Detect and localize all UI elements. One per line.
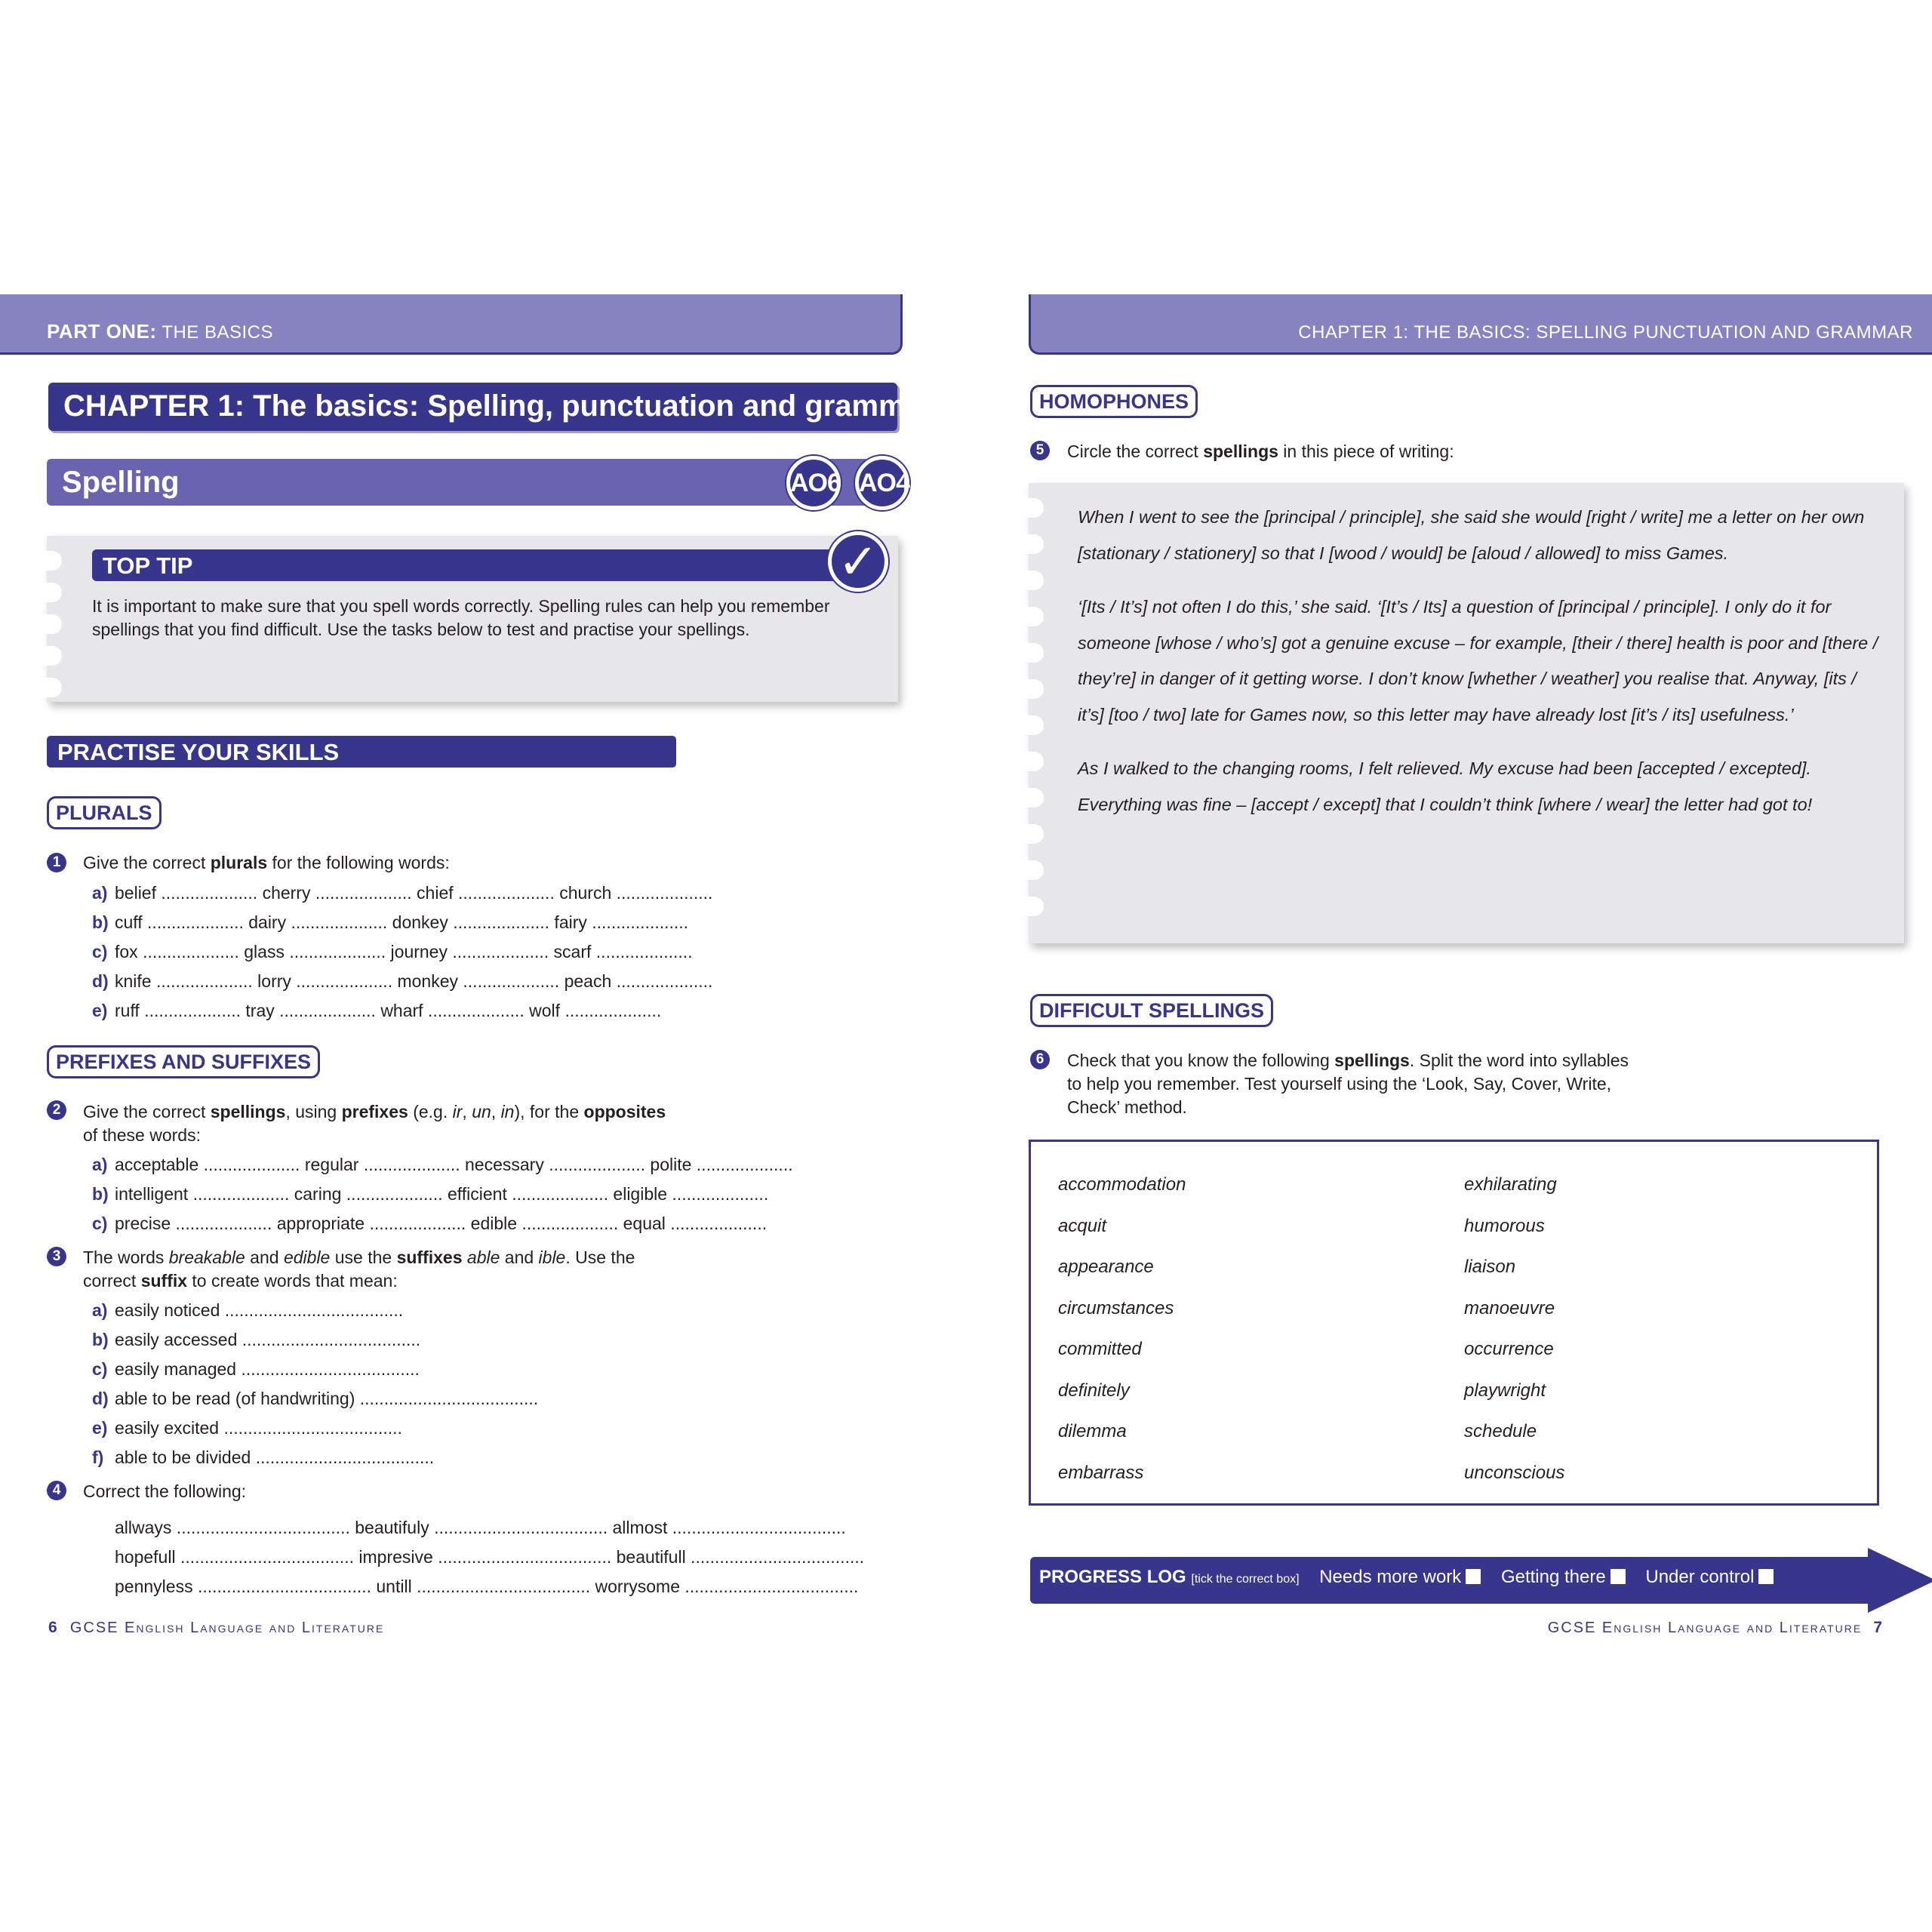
prefix-row-c: c) precise .................... appropriate .................... edible .................... equal .................... xyxy=(92,1214,768,1233)
spellings-word-box xyxy=(1029,1140,1879,1506)
plural-row-d: d) knife .................... lorry .................... monkey .................... peach .................... xyxy=(92,971,713,991)
correct-row-3: pennyless .................................... untill .................................... worrysome .................................... xyxy=(115,1577,859,1596)
getting-there-checkbox[interactable] xyxy=(1609,1567,1627,1586)
question-5-text: Circle the correct spellings in this piece of writing: xyxy=(1067,441,1454,461)
word-item: playwright xyxy=(1464,1380,1546,1401)
left-footer xyxy=(48,1619,384,1637)
left-footer-title: GCSE English Language and Literature xyxy=(69,1620,385,1636)
passage-paragraph-2: ‘[Its / It’s] not often I do this,’ she said. ‘[It’s / Its] a question of [principal / principle]. I only do it for someone [whose / who’s] got a genuine excuse – for example, [their / there] health is poor and [there / they’re] in danger of it getting worse. I don’t know [whether / weather] you realise that. Anyway, [its / it’s] [too / two] late for Games now, so this letter may have already lost [it’s / its] usefulness.’ xyxy=(1078,597,1878,724)
word-item: liaison xyxy=(1464,1257,1516,1277)
correct-row-1: allways .................................... beautifuly .................................... allmost .................................... xyxy=(115,1518,846,1537)
correct-row-2: hopefull .................................... impresive .................................... beautifull .................................... xyxy=(115,1547,865,1567)
word-item: unconscious xyxy=(1464,1462,1565,1483)
top-tip-title-bar xyxy=(92,549,847,581)
suffix-row-d: d) able to be read (of handwriting) ..................................... xyxy=(92,1389,539,1408)
header-part: PART ONE: xyxy=(47,320,157,343)
word-item: embarrass xyxy=(1058,1462,1144,1483)
homophones-label: HOMOPHONES xyxy=(1030,385,1198,418)
question-2-number: 2 xyxy=(47,1100,66,1120)
question-5-number: 5 xyxy=(1030,441,1050,460)
suffix-row-f: f) able to be divided ..................................... xyxy=(92,1447,435,1467)
word-item: humorous xyxy=(1464,1215,1545,1236)
section-title-bar xyxy=(47,459,869,506)
word-item: committed xyxy=(1058,1339,1142,1359)
section-title: Spelling xyxy=(62,466,180,499)
homophones-passage-note xyxy=(1029,483,1904,943)
left-running-header xyxy=(0,294,903,355)
plural-row-a: a) belief .................... cherry .................... chief .................... church .................... xyxy=(92,883,713,903)
under-control-checkbox[interactable] xyxy=(1757,1567,1775,1586)
notepaper-holes xyxy=(42,536,65,702)
progress-log-hint: [tick the correct box] xyxy=(1191,1573,1300,1586)
plural-row-c: c) fox .................... glass .................... journey .................... scarf .................... xyxy=(92,942,693,961)
top-tip-text: It is important to make sure that you spell words correctly. Spelling rules can help you remember spellings that you find difficult. Use the tasks below to test and practise your spellings. xyxy=(92,596,830,639)
word-item: occurrence xyxy=(1464,1339,1554,1359)
question-6-number: 6 xyxy=(1030,1050,1050,1069)
word-item: definitely xyxy=(1058,1380,1130,1401)
progress-log-title: PROGRESS LOG xyxy=(1039,1567,1186,1587)
word-item: accommodation xyxy=(1058,1174,1186,1195)
passage-paragraph-1: When I went to see the [principal / principle], she said she would [right / write] me a letter on her own [stationary / stationery] so that I [wood / would] be [aloud / allowed] to miss Games. xyxy=(1078,507,1865,563)
progress-log-bar xyxy=(1030,1557,1868,1604)
progress-option-label: Needs more work xyxy=(1319,1567,1462,1587)
word-item: dilemma xyxy=(1058,1421,1127,1441)
practise-skills-title: PRACTISE YOUR SKILLS xyxy=(57,739,340,765)
word-item: appearance xyxy=(1058,1257,1154,1277)
plurals-label: PLURALS xyxy=(47,796,162,829)
suffix-row-a: a) easily noticed ..................................... xyxy=(92,1300,404,1320)
right-running-header xyxy=(1029,294,1932,355)
word-item: circumstances xyxy=(1058,1297,1174,1318)
plural-row-e: e) ruff .................... tray .................... wharf .................... wolf .................... xyxy=(92,1001,662,1020)
homophones-passage xyxy=(1078,500,1885,841)
chapter-title-bar xyxy=(48,383,934,431)
practise-skills-bar xyxy=(47,736,676,768)
notepaper-holes xyxy=(1024,483,1047,943)
progress-option-label: Under control xyxy=(1645,1567,1755,1587)
progress-option-label: Getting there xyxy=(1500,1567,1606,1587)
prefixes-suffixes-label: PREFIXES AND SUFFIXES xyxy=(47,1045,320,1078)
word-item: schedule xyxy=(1464,1421,1537,1441)
top-tip-title: TOP TIP xyxy=(103,552,193,579)
word-column-2 xyxy=(1464,1164,1564,1494)
top-tip-note xyxy=(47,536,898,702)
right-footer-title: GCSE English Language and Literature xyxy=(1547,1620,1863,1636)
question-3-number: 3 xyxy=(47,1247,66,1266)
prefix-row-b: b) intelligent .................... caring .................... efficient .................... eligible .................... xyxy=(92,1184,769,1204)
word-item: acquit xyxy=(1058,1215,1107,1236)
question-6-text: Check that you know the following spellings. Split the word into syllables to help you remember. Test yourself using the ‘Look, Say, Cover, Write, Check’ method. xyxy=(1067,1051,1629,1117)
suffix-row-b: b) easily accessed ..................................... xyxy=(92,1330,421,1349)
question-1-number: 1 xyxy=(47,853,66,872)
needs-more-work-checkbox[interactable] xyxy=(1464,1567,1482,1586)
header-section: THE BASICS xyxy=(162,322,274,343)
left-page-number: 6 xyxy=(48,1619,59,1636)
right-header-text: CHAPTER 1: THE BASICS: SPELLING PUNCTUATION AND GRAMMAR xyxy=(1298,322,1913,343)
word-item: manoeuvre xyxy=(1464,1297,1555,1318)
question-4-text: Correct the following: xyxy=(83,1481,247,1501)
word-item: exhilarating xyxy=(1464,1174,1557,1195)
ao6-badge: AO6 xyxy=(786,456,841,510)
chapter-title: CHAPTER 1: The basics: Spelling, punctuation and grammar xyxy=(63,389,934,423)
checkmark-icon: ✓ xyxy=(828,531,888,592)
right-page xyxy=(966,0,1932,1932)
passage-paragraph-3: As I walked to the changing rooms, I felt relieved. My excuse had been [accepted / excepted]. Everything was fine – [accept / except] that I couldn’t think [where / wear] the letter had got to! xyxy=(1078,758,1813,814)
question-3-text: The words breakable and edible use the suffixes able and ible. Use the correct suffix to create words that mean: xyxy=(83,1247,635,1291)
question-1-text: Give the correct plurals for the following words: xyxy=(83,853,450,872)
question-2-text: Give the correct spellings, using prefixes (e.g. ir, un, in), for the opposites of these words: xyxy=(83,1102,666,1145)
suffix-row-c: c) easily managed ..................................... xyxy=(92,1359,420,1379)
difficult-spellings-label: DIFFICULT SPELLINGS xyxy=(1030,994,1273,1027)
arrow-head-icon xyxy=(1868,1548,1932,1613)
word-column-1 xyxy=(1058,1164,1186,1494)
right-footer xyxy=(1548,1619,1884,1637)
prefix-row-a: a) acceptable .................... regular .................... necessary .................... polite .................... xyxy=(92,1155,793,1174)
plural-row-b: b) cuff .................... dairy .................... donkey .................... fairy .................... xyxy=(92,912,689,932)
suffix-row-e: e) easily excited ..................................... xyxy=(92,1418,402,1438)
question-4-number: 4 xyxy=(47,1481,66,1500)
ao4-badge: AO4 xyxy=(855,456,909,510)
right-page-number: 7 xyxy=(1873,1619,1884,1636)
